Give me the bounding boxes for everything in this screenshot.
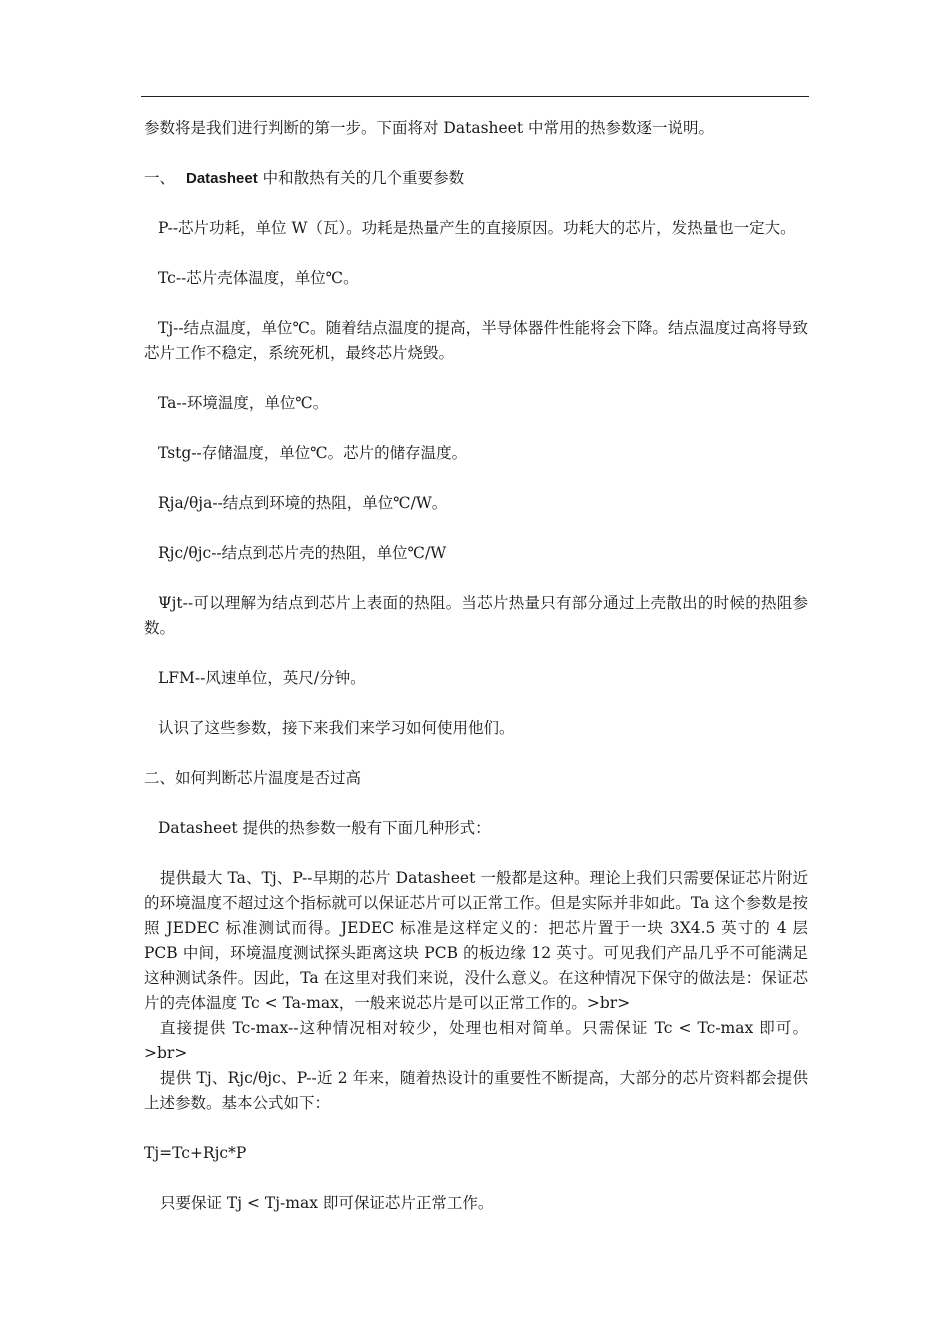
param-rjc: Rjc/θjc--结点到芯片壳的热阻，单位℃/W xyxy=(158,544,447,562)
header-rule xyxy=(141,96,809,97)
section-1-bold-term: Datasheet xyxy=(186,170,258,187)
form-1-paragraph: 提供最大 Ta、Tj、P--早期的芯片 Datasheet 一般都是这种。理论上我们只需要保证芯片附近的环境温度不超过这个指标就可以保证芯片可以正常工作。但是实际并非如此。Ta 这个参数是按照 JEDEC 标准测试而得。JEDEC 标准是这样定义的：把芯片置于一块 3X4.5 英寸的 4 层 PCB 中间，环境温度测试探头距离这块 PCB 的板边缘 12 英寸。可见我们产品几乎不可能满足这种测试条件。因此，Ta 在这里对我们来说，没什么意义。在这种情况下保守的做法是：保证芯片的壳体温度 Tc < Ta-max，一般来说芯片是可以正常工作的。>br> xyxy=(144,869,808,1012)
intro-paragraph: 参数将是我们进行判断的第一步。下面将对 Datasheet 中常用的热参数逐一说明。 xyxy=(144,119,715,137)
form-2-paragraph: 直接提供 Tc-max--这种情况相对较少，处理也相对简单。只需保证 Tc < Tc-max 即可。>br> xyxy=(144,1019,808,1062)
formula: Tj=Tc+Rjc*P xyxy=(144,1144,247,1162)
forms-intro: Datasheet 提供的热参数一般有下面几种形式： xyxy=(158,819,491,837)
param-ta: Ta--环境温度，单位℃。 xyxy=(158,394,329,412)
conclusion: 只要保证 Tj < Tj-max 即可保证芯片正常工作。 xyxy=(160,1194,494,1212)
param-psijt: Ψjt--可以理解为结点到芯片上表面的热阻。当芯片热量只有部分通过上壳散出的时候的热阻参数。 xyxy=(144,594,808,637)
params-summary: 认识了这些参数，接下来我们来学习如何使用他们。 xyxy=(158,719,515,737)
section-1-number: 一、 xyxy=(144,169,176,187)
param-p: P--芯片功耗，单位 W（瓦）。功耗是热量产生的直接原因。功耗大的芯片，发热量也一定大。 xyxy=(158,219,796,237)
document-body xyxy=(144,116,808,1216)
section-2-heading: 二、如何判断芯片温度是否过高 xyxy=(144,769,362,787)
param-tstg: Tstg--存储温度，单位℃。芯片的储存温度。 xyxy=(158,444,468,462)
section-1-heading xyxy=(144,166,808,191)
section-1-title: 中和散热有关的几个重要参数 xyxy=(262,169,465,187)
param-lfm: LFM--风速单位，英尺/分钟。 xyxy=(158,669,366,687)
param-rja: Rja/θja--结点到环境的热阻，单位℃/W。 xyxy=(158,494,448,512)
param-tc: Tc--芯片壳体温度，单位℃。 xyxy=(158,269,359,287)
param-tj: Tj--结点温度，单位℃。随着结点温度的提高，半导体器件性能将会下降。结点温度过高将导致芯片工作不稳定，系统死机，最终芯片烧毁。 xyxy=(144,319,808,362)
form-3-paragraph: 提供 Tj、Rjc/θjc、P--近 2 年来，随着热设计的重要性不断提高，大部分的芯片资料都会提供上述参数。基本公式如下： xyxy=(144,1069,808,1112)
